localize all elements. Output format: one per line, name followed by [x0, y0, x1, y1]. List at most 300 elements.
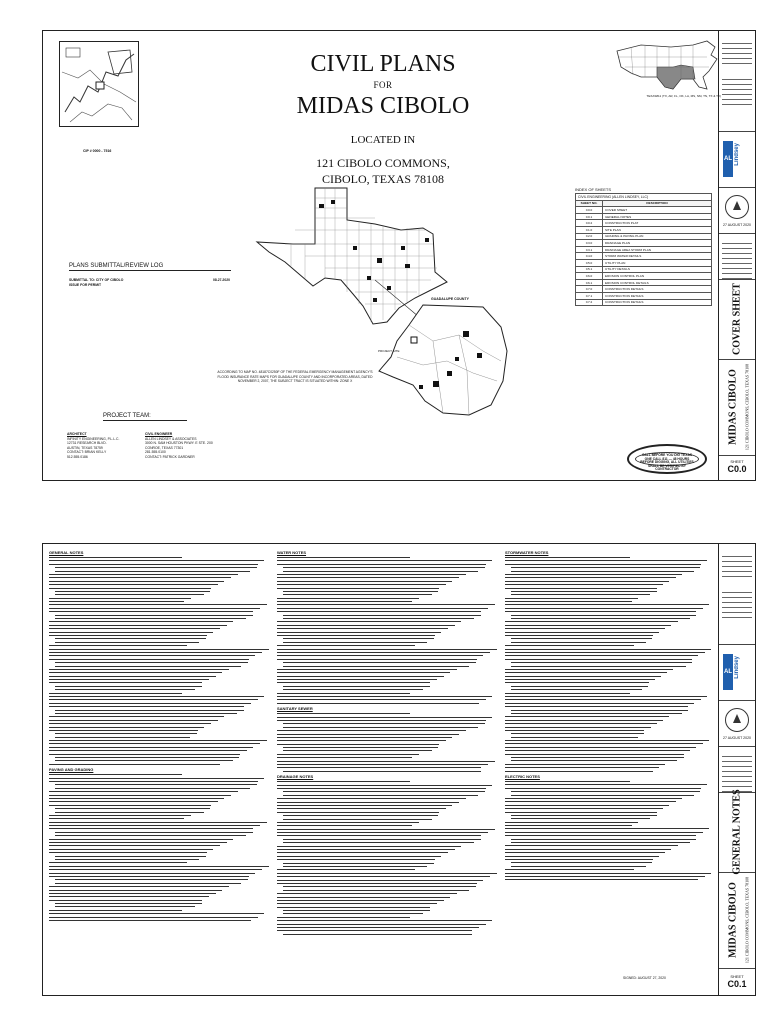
notes-text-block: [277, 557, 499, 704]
note-line: [277, 920, 492, 921]
note-line: [55, 689, 195, 690]
cover-for: FOR: [373, 80, 393, 90]
tb-sheet-title: [719, 279, 755, 360]
note-line: [55, 615, 253, 616]
tb-info: [719, 233, 755, 280]
note-line: [505, 740, 709, 741]
note-line: [49, 869, 262, 870]
note-line: [505, 720, 663, 721]
team-line: CONROE, TEXAS 77301: [145, 445, 184, 450]
note-line: [505, 723, 657, 724]
note-line: [505, 669, 673, 670]
note-line: [55, 567, 257, 568]
note-line: [277, 577, 459, 578]
note-line: [505, 672, 667, 673]
index-description: SITE PLAN: [603, 226, 712, 233]
note-line: [283, 886, 476, 887]
note-line: [277, 873, 497, 874]
note-line: [49, 828, 253, 829]
note-line: [49, 628, 220, 629]
firm-logo: [723, 654, 750, 690]
note-line: [49, 896, 209, 897]
notes-column-2: [277, 550, 499, 937]
note-line: [505, 801, 676, 802]
note-line: [277, 730, 466, 731]
note-line: [55, 713, 237, 714]
index-sheet-no: C6.1: [576, 279, 603, 286]
note-line: [505, 835, 696, 836]
note-line: [505, 655, 698, 656]
note-line: [283, 866, 427, 867]
note-line: [511, 862, 652, 863]
note-line: [49, 849, 213, 850]
note-line: [49, 852, 207, 853]
note-line: [49, 577, 231, 578]
note-line: [283, 638, 434, 639]
notes-text-block: [505, 557, 713, 772]
note-line: [511, 710, 688, 711]
note-line: [511, 666, 686, 667]
note-line: [49, 584, 218, 585]
index-sheet-no: C0.0: [576, 207, 603, 214]
note-line: [283, 642, 427, 643]
notes-heading: PAVING AND GRADING: [49, 767, 94, 773]
note-line: [283, 591, 438, 592]
note-line: [505, 873, 711, 874]
note-line: [505, 645, 634, 646]
index-description: EROSION CONTROL PLAN: [603, 273, 712, 280]
note-line: [49, 862, 187, 863]
one-call-stamp: [627, 444, 707, 474]
note-line: [505, 784, 707, 785]
team-role: ARCHITECT: [67, 432, 87, 436]
note-line: [511, 591, 657, 592]
index-sheet-no: C3.1: [576, 246, 603, 253]
note-line: [283, 747, 438, 748]
note-line: [283, 890, 469, 891]
note-line: [505, 771, 653, 772]
notes-heading: GENERAL NOTES: [49, 550, 84, 555]
log-row-1-date: 08.27.2020: [213, 278, 230, 282]
review-log-heading: PLANS SUBMITTAL/REVIEW LOG: [69, 263, 231, 271]
index-row: [576, 213, 712, 220]
index-sheet-no: C3.0: [576, 240, 603, 247]
index-row: [576, 240, 712, 247]
note-line: [283, 723, 485, 724]
note-line: [277, 632, 441, 633]
note-line: [511, 615, 696, 616]
firm-initials: AL: [723, 654, 733, 690]
team-architect: [67, 432, 119, 460]
note-line: [277, 557, 410, 558]
note-line: [505, 852, 665, 853]
note-line: [49, 703, 251, 704]
index-row: [576, 286, 712, 293]
note-line: [283, 771, 481, 772]
note-line: [49, 581, 224, 582]
note-line: [49, 764, 220, 765]
note-line: [505, 693, 630, 694]
index-description: DRAINAGE AREA STORM PLAN: [603, 246, 712, 253]
note-line: [277, 679, 437, 680]
note-line: [49, 876, 249, 877]
note-line: [49, 560, 264, 561]
note-line: [505, 696, 707, 697]
note-line: [277, 699, 486, 700]
note-line: [283, 839, 481, 840]
team-line: INFINITY ENGINEERING, P.L.L.C.: [67, 436, 120, 441]
note-line: [505, 703, 694, 704]
index-description: CONSTRUCTION PLAT: [603, 220, 712, 227]
note-line: [277, 880, 483, 881]
note-line: [55, 906, 195, 907]
note-line: [277, 876, 490, 877]
note-line: [511, 686, 648, 687]
note-line: [283, 934, 472, 935]
note-line: [277, 734, 459, 735]
note-line: [277, 798, 466, 799]
firm-initials: AL: [723, 141, 733, 177]
note-line: [277, 584, 446, 585]
note-line: [49, 611, 253, 612]
note-line: [55, 594, 204, 595]
note-line: [49, 805, 211, 806]
note-line: [277, 927, 479, 928]
note-line: [49, 893, 216, 894]
note-line: [49, 652, 262, 653]
revision-grid: [722, 552, 752, 577]
note-line: [49, 699, 258, 700]
signed-date: SIGNED: AUGUST 27, 2020: [623, 976, 666, 980]
note-line: [505, 557, 630, 558]
note-line: [283, 567, 485, 568]
note-line: [49, 672, 222, 673]
note-line: [505, 679, 655, 680]
note-line: [49, 825, 260, 826]
note-line: [511, 733, 644, 734]
note-line: [283, 791, 485, 792]
note-line: [505, 812, 657, 813]
note-line: [277, 829, 495, 830]
note-line: [49, 588, 211, 589]
note-line: [505, 588, 657, 589]
note-line: [511, 642, 646, 643]
note-line: [283, 686, 430, 687]
note-line: [505, 676, 661, 677]
note-line: [283, 571, 478, 572]
note-line: [49, 723, 211, 724]
team-line: AUSTIN, TEXAS 78759: [67, 445, 103, 450]
note-line: [277, 652, 490, 653]
vicinity-map: [59, 41, 139, 127]
note-line: [49, 917, 258, 918]
engineer-seal-icon: [725, 195, 749, 219]
note-line: [505, 584, 663, 585]
note-line: [277, 669, 457, 670]
note-line: [505, 659, 692, 660]
note-line: [55, 733, 197, 734]
index-row: [576, 299, 712, 306]
note-line: [505, 716, 669, 717]
note-line: [49, 747, 253, 748]
note-line: [505, 743, 703, 744]
title-block: [718, 544, 755, 995]
sheet-label: SHEET: [730, 974, 744, 979]
address-line-2: CIBOLO, TEXAS 78108: [321, 172, 445, 186]
note-line: [55, 666, 241, 667]
note-line: [277, 903, 437, 904]
index-description: CONSTRUCTION DETAILS: [603, 299, 712, 306]
index-description: CONSTRUCTION DETAILS: [603, 286, 712, 293]
note-line: [505, 581, 669, 582]
tb-project-address: 121 CIBOLO COMMONS, CIBOLO, TEXAS 78108: [744, 363, 750, 451]
note-line: [511, 618, 690, 619]
note-line: [49, 886, 229, 887]
note-line: [49, 679, 209, 680]
note-line: [283, 689, 423, 690]
note-line: [49, 676, 216, 677]
tb-project: [719, 359, 755, 456]
note-line: [49, 716, 224, 717]
project-title: MIDAS CIBOLO: [296, 93, 470, 119]
note-line: [283, 662, 476, 663]
address-line-1: 121 CIBOLO COMMONS,: [316, 156, 450, 170]
note-line: [277, 924, 486, 925]
note-line: [49, 920, 251, 921]
tb-firm: [719, 131, 755, 188]
note-line: [55, 710, 244, 711]
note-line: [505, 750, 690, 751]
note-line: [505, 747, 696, 748]
note-line: [505, 876, 705, 877]
note-line: [511, 866, 646, 867]
note-line: [49, 601, 184, 602]
note-line: [49, 625, 227, 626]
note-line: [49, 791, 238, 792]
index-sheet-no: C7.2: [576, 299, 603, 306]
note-line: [277, 611, 481, 612]
sheet-number-block: [719, 459, 755, 474]
note-line: [49, 621, 233, 622]
note-line: [277, 781, 410, 782]
index-row: [576, 292, 712, 299]
seal-date: 27 AUGUST 2020: [723, 736, 751, 740]
note-line: [277, 693, 410, 694]
note-line: [511, 662, 692, 663]
note-line: [505, 706, 688, 707]
county-label: GUADALUPE COUNTY: [431, 297, 469, 301]
note-line: [49, 727, 204, 728]
stamp-text: CALL BEFORE YOU DIG TEXAS ONE CALL 811 — 48 HOURS BEFORE DIGGING, ALL UTILITIES SHALL BE VERIFIED BY CONTRACTOR: [640, 453, 694, 472]
notes-heading: STORMWATER NOTES: [505, 550, 549, 555]
note-line: [49, 574, 238, 575]
notes-heading: WATER NOTES: [277, 550, 307, 555]
note-line: [55, 686, 202, 687]
note-line: [505, 767, 659, 768]
cover-sheet: [42, 30, 756, 481]
note-line: [277, 628, 448, 629]
us-map: [611, 37, 721, 97]
index-row: [576, 207, 712, 214]
info-grid: [722, 239, 752, 279]
team-line: ALLEN LINDSEY & ASSOCIATES: [145, 436, 197, 441]
note-line: [49, 598, 191, 599]
note-line: [505, 611, 696, 612]
note-line: [277, 893, 457, 894]
note-line: [49, 866, 269, 867]
note-line: [49, 706, 244, 707]
note-line: [511, 638, 652, 639]
note-line: [505, 764, 665, 765]
note-line: [505, 828, 709, 829]
revision-grid: [722, 75, 752, 105]
note-line: [511, 571, 694, 572]
note-line: [55, 662, 248, 663]
sheet-label: SHEET: [730, 459, 744, 464]
index-description: GRADING & PAVING PLAN: [603, 233, 712, 240]
index-description: EROSION CONTROL DETAILS: [603, 279, 712, 286]
note-line: [277, 676, 444, 677]
note-line: [49, 778, 264, 779]
note-line: [277, 655, 483, 656]
team-line: CONTACT: PATRICK GARDNER: [145, 454, 195, 459]
notes-heading: DRAINAGE NOTES: [277, 774, 314, 780]
note-line: [55, 757, 239, 758]
note-line: [49, 873, 255, 874]
index-row: [576, 279, 712, 286]
note-line: [505, 845, 678, 846]
index-sheet-no: C5.1: [576, 266, 603, 273]
revision-grid: [722, 588, 752, 618]
note-line: [283, 910, 430, 911]
note-line: [283, 815, 438, 816]
note-line: [505, 805, 669, 806]
site-label: PROJECT SITE: [378, 349, 400, 353]
note-line: [283, 863, 434, 864]
note-line: [505, 699, 701, 700]
note-line: [277, 767, 481, 768]
note-line: [277, 852, 448, 853]
note-line: [277, 761, 495, 762]
sheet-title: COVER SHEET: [731, 283, 743, 355]
note-line: [505, 754, 684, 755]
index-description: UTILITY DETAILS: [603, 266, 712, 273]
note-line: [283, 666, 469, 667]
note-line: [277, 822, 419, 823]
index-of-sheets: [575, 193, 712, 306]
note-line: [277, 659, 477, 660]
note-line: [277, 744, 439, 745]
note-line: [277, 757, 412, 758]
note-line: [511, 815, 657, 816]
note-line: [277, 930, 472, 931]
team-line: 512.555.0186: [67, 454, 88, 459]
note-line: [505, 560, 707, 561]
note-line: [283, 727, 478, 728]
note-line: [277, 754, 419, 755]
index-title: INDEX OF SHEETS: [575, 187, 612, 192]
note-line: [505, 727, 651, 728]
notes-column-3: [505, 550, 713, 883]
note-line: [283, 913, 423, 914]
note-line: [277, 720, 486, 721]
note-line: [277, 672, 450, 673]
note-line: [49, 910, 182, 911]
note-line: [277, 581, 452, 582]
note-line: [55, 832, 253, 833]
note-line: [55, 812, 204, 813]
index-header-sheet: SHEET NO.: [576, 200, 603, 207]
note-line: [277, 825, 412, 826]
note-line: [49, 798, 224, 799]
notes-heading: SANITARY SEWER: [277, 706, 313, 712]
note-line: [49, 740, 267, 741]
county-map: [373, 301, 513, 421]
tb-firm: [719, 644, 755, 701]
note-line: [511, 757, 684, 758]
note-line: [277, 849, 455, 850]
note-line: [49, 750, 247, 751]
note-line: [505, 682, 649, 683]
firm-name: Lindsey: [734, 143, 740, 166]
note-line: [277, 564, 486, 565]
note-line: [277, 907, 430, 908]
note-line: [505, 649, 711, 650]
note-line: [49, 730, 198, 731]
us-map-note: TEXAS811 (TX, AR, FL, OK, LA, MS, NM, TN, TX & TX): [646, 94, 721, 98]
note-line: [277, 574, 466, 575]
notes-heading: ELECTRIC NOTES: [505, 774, 540, 779]
tb-info: [719, 746, 755, 793]
note-line: [505, 798, 682, 799]
note-line: [277, 649, 497, 650]
note-line: [283, 842, 474, 843]
index-description: CONSTRUCTION DETAILS: [603, 292, 712, 299]
note-line: [511, 818, 650, 819]
note-line: [49, 839, 233, 840]
note-line: [49, 608, 260, 609]
cover-title: CIVIL PLANS: [310, 51, 456, 77]
note-line: [55, 883, 241, 884]
note-line: [505, 808, 663, 809]
note-line: [511, 713, 682, 714]
note-line: [505, 601, 632, 602]
tb-sheet-title: [719, 789, 755, 875]
note-line: [49, 557, 182, 558]
note-line: [277, 608, 488, 609]
note-line: [49, 781, 258, 782]
notes-text-block: [49, 774, 271, 921]
note-line: [55, 642, 199, 643]
note-line: [49, 649, 269, 650]
team-line: 281.555.0100: [145, 450, 166, 455]
sheet-title: GENERAL NOTES: [731, 789, 743, 875]
note-line: [55, 760, 233, 761]
revision-grid: [722, 39, 752, 64]
note-line: [49, 845, 220, 846]
note-line: [511, 795, 694, 796]
note-line: [277, 846, 461, 847]
note-line: [49, 842, 227, 843]
note-line: [49, 693, 182, 694]
log-row-1-label: SUBMITTAL TO: CITY OF CIBOLO: [69, 278, 124, 282]
note-line: [49, 604, 267, 605]
note-line: [277, 802, 459, 803]
note-line: [55, 618, 246, 619]
team-role: CIVIL ENGINEER: [145, 432, 173, 436]
note-line: [283, 594, 432, 595]
note-line: [283, 750, 432, 751]
